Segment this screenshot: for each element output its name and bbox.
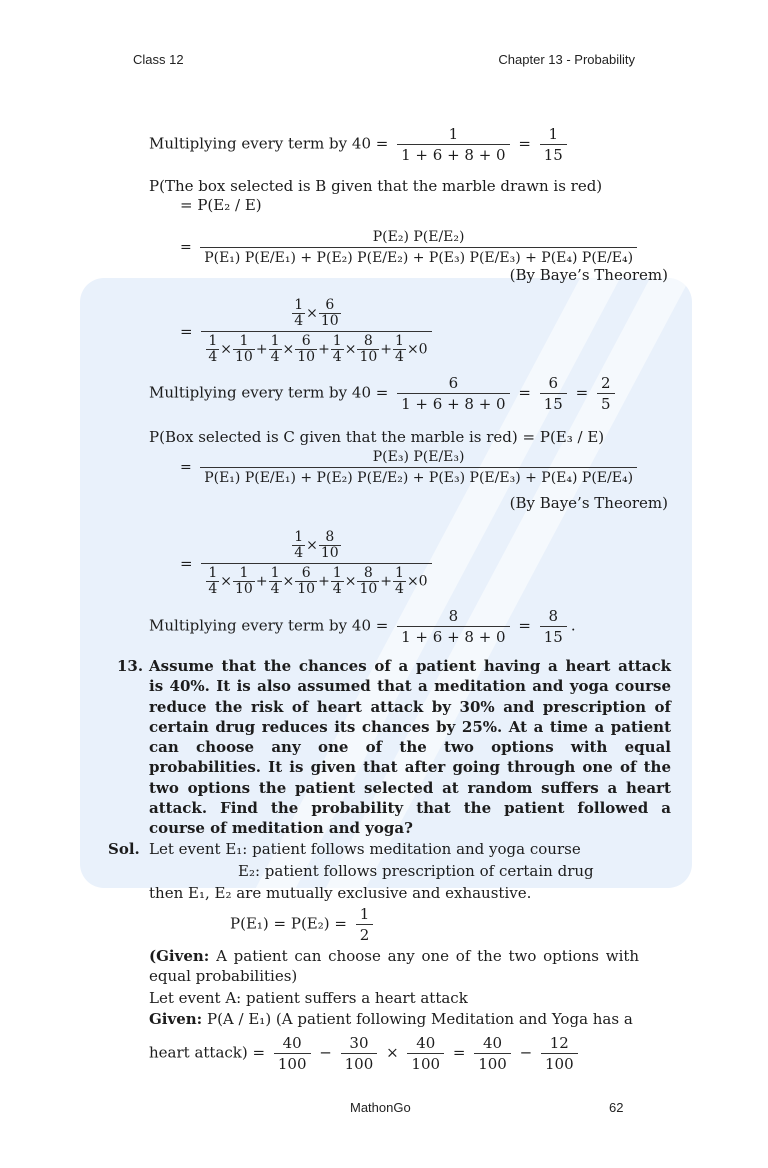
solution-label: Sol. — [108, 840, 140, 858]
denominator: 100 — [274, 1053, 311, 1073]
numerator: 1 — [548, 125, 559, 143]
multiply-text: Multiplying every term by 40 = — [149, 134, 389, 153]
denominator: 1 + 6 + 8 + 0 — [397, 626, 510, 646]
numerator: 6 — [548, 374, 559, 392]
fraction — [397, 125, 510, 164]
numerator: 12 — [549, 1034, 569, 1052]
denominator: 100 — [407, 1053, 444, 1073]
multiply-text: Multiplying every term by 40 = — [149, 383, 389, 402]
question-line: is 40%. It is also assumed that a meditation and yoga course — [149, 677, 671, 696]
numerator: 40 — [482, 1034, 503, 1052]
denominator: 100 — [474, 1053, 511, 1073]
question-line: can choose any one of the two options with equal — [149, 738, 671, 757]
fraction — [540, 125, 567, 164]
multiply-line-3: Multiplying every term by 40 = $\frac{8}{1 + 6 + 8 + 0}$ = $\frac{8}{15}$ . — [149, 607, 576, 646]
event-e1: Let event E₁: patient follows meditation and yoga course — [149, 840, 581, 858]
question-line: probabilities. It is given that after going through one of the — [149, 758, 671, 777]
page-number: 62 — [609, 1100, 624, 1115]
multiply-text: Multiplying every term by 40 = — [149, 616, 389, 635]
operator: − — [319, 1043, 332, 1062]
bayes-fraction — [200, 448, 637, 487]
event-a: Let event A: patient suffers a heart attack — [149, 989, 468, 1007]
page-footer — [0, 1100, 768, 1120]
fraction — [597, 374, 615, 413]
given-text: A patient can choose any one of the two options with — [209, 947, 640, 965]
fraction — [540, 374, 567, 413]
fraction — [407, 1034, 444, 1073]
numerator: 1 — [448, 125, 459, 143]
numerator: 8 — [548, 607, 559, 625]
prior-lhs: P(E₁) = P(E₂) = — [230, 914, 347, 933]
multiply-line-2: Multiplying every term by 40 = $\frac{6}{1 + 6 + 8 + 0}$ = $\frac{6}{15}$ = $\frac{2}{5}$ — [149, 374, 619, 413]
numerator: P(E₃) P(E/E₃) — [372, 449, 465, 465]
question-line: reduce the risk of heart attack by 30% and prescription of — [149, 697, 671, 716]
given-line-3 — [149, 1010, 633, 1028]
denominator: 2 — [356, 924, 374, 944]
denominator: P(E₁) P(E/E₁) + P(E₂) P(E/E₂) + P(E₃) P(E/E₃) + P(E₄) P(E/E₄) — [200, 247, 637, 267]
question-line: course of meditation and yoga? — [149, 819, 413, 838]
heart-attack-calculation — [149, 1034, 582, 1073]
calc-prefix: heart attack) = — [149, 1043, 266, 1062]
denominator: 15 — [540, 144, 567, 164]
fraction — [397, 374, 510, 413]
bayes-fraction — [200, 228, 637, 267]
numerator: 30 — [349, 1034, 369, 1052]
denominator: 1 + 6 + 8 + 0 — [397, 393, 510, 413]
operator: − — [519, 1043, 533, 1062]
numerator: 40 — [282, 1034, 302, 1052]
fraction — [356, 905, 374, 944]
fraction — [474, 1034, 511, 1073]
question-text — [149, 656, 671, 839]
bayes-formula-c: = P(E₃) P(E/E₃) P(E₁) P(E/E₁) + P(E₂) P(E/E₂) + P(E₃) P(E/E₃) + P(E₄) P(E/E₄) — [180, 448, 641, 487]
theorem-note-b: (By Baye’s Theorem) — [509, 266, 668, 284]
given-line-2: equal probabilities) — [149, 967, 298, 985]
big-fraction: $\frac{1}{4}$ × $\frac{6}{10}$ $\frac{1}{4}$ × $\frac{1}{10}$ + $\frac{1}{4}$ × $\frac{6}{10}$ + $\frac{1}{4}$ × $\frac{8}{10}$ + $\frac{1}{4}$ ×0 — [201, 298, 431, 365]
multiply-line-1 — [149, 125, 571, 164]
operator: = — [452, 1043, 466, 1062]
question-number: 13. — [117, 657, 144, 675]
numerator: P(E₂) P(E/E₂) — [372, 229, 465, 245]
question-line: two options the patient selected at random suffers a heart — [149, 778, 671, 797]
equals: = — [518, 134, 531, 153]
bayes-formula-b: = P(E₂) P(E/E₂) P(E₁) P(E/E₁) + P(E₂) P(E/E₂) + P(E₃) P(E/E₃) + P(E₄) P(E/E₄) — [180, 228, 641, 267]
denominator: 1 + 6 + 8 + 0 — [397, 144, 510, 164]
given-text: P(A / E₁) (A patient following Meditation and Yoga has a — [202, 1010, 633, 1028]
page-header — [133, 52, 635, 67]
question-line: attack. Find the probability that the patient followed a — [149, 799, 671, 818]
footer-brand: MathonGo — [350, 1100, 411, 1115]
fraction — [540, 607, 567, 646]
header-class: Class 12 — [133, 52, 184, 67]
question-line: Assume that the chances of a patient having a heart attack — [149, 657, 671, 675]
substituted-fraction-c: = $\frac{1}{4}$ × $\frac{8}{10}$ $\frac{1}{4}$ × $\frac{1}{10}$ + $\frac{1}{4}$ × $\frac{6}{10}$ + $\frac{1}{4}$ × $\frac{8}{10}$ + $\frac{1}{4}$ ×0 — [180, 530, 436, 597]
event-e2: E₂: patient follows prescription of certain drug — [238, 862, 594, 880]
given-label: Given: — [149, 1010, 203, 1028]
numerator: 1 — [359, 905, 370, 923]
header-chapter: Chapter 13 - Probability — [498, 52, 635, 67]
prior-probabilities — [230, 905, 377, 944]
fraction — [541, 1034, 578, 1073]
box-b-statement: P(The box selected is B given that the marble drawn is red) — [149, 177, 603, 195]
given-line-1 — [149, 947, 671, 965]
fraction — [397, 607, 510, 646]
numerator: 8 — [448, 607, 459, 625]
fraction — [341, 1034, 378, 1073]
numerator: 6 — [448, 374, 459, 392]
substituted-fraction-b: = $\frac{1}{4}$ × $\frac{6}{10}$ $\frac{1}{4}$ × $\frac{1}{10}$ + $\frac{1}{4}$ × $\frac{6}{10}$ + $\frac{1}{4}$ × $\frac{8}{10}$ + $\frac{1}{4}$ ×0 — [180, 298, 436, 365]
mutex-statement: then E₁, E₂ are mutually exclusive and exhaustive. — [149, 884, 532, 902]
numerator: 40 — [416, 1034, 436, 1052]
denominator: 100 — [541, 1053, 578, 1073]
denominator: 5 — [597, 393, 615, 413]
theorem-note-c: (By Baye’s Theorem) — [509, 494, 668, 512]
box-c-statement: P(Box selected is C given that the marble is red) = P(E₃ / E) — [149, 428, 605, 446]
fraction — [274, 1034, 311, 1073]
denominator: 15 — [540, 626, 567, 646]
denominator: 15 — [540, 393, 567, 413]
given-label: (Given: — [149, 947, 210, 965]
denominator: P(E₁) P(E/E₁) + P(E₂) P(E/E₂) + P(E₃) P(E/E₃) + P(E₄) P(E/E₄) — [200, 467, 637, 487]
big-fraction: $\frac{1}{4}$ × $\frac{8}{10}$ $\frac{1}{4}$ × $\frac{1}{10}$ + $\frac{1}{4}$ × $\frac{6}{10}$ + $\frac{1}{4}$ × $\frac{8}{10}$ + $\frac{1}{4}$ ×0 — [201, 530, 431, 597]
question-line: certain drug reduces its chances by 25%. At a time a patient — [149, 717, 671, 736]
numerator: 2 — [600, 374, 611, 392]
denominator: 100 — [341, 1053, 378, 1073]
operator: × — [386, 1043, 399, 1062]
box-b-eq: = P(E₂ / E) — [180, 196, 262, 214]
